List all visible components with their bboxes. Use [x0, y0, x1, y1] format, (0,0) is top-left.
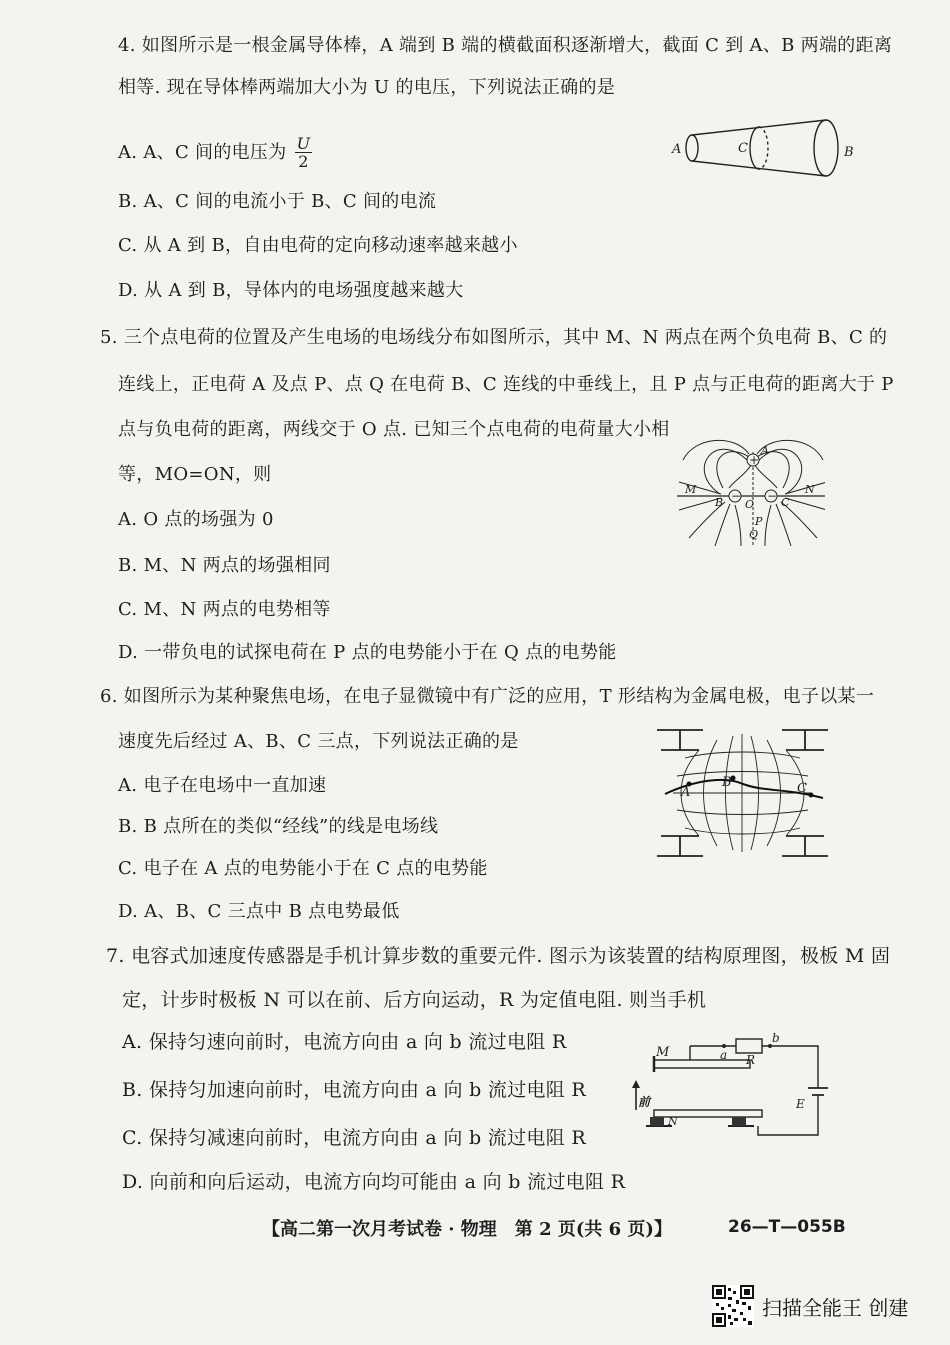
q6-option-b: B. B 点所在的类似“经线”的线是电场线 — [118, 816, 439, 837]
field-line — [785, 498, 825, 510]
electrode-bottom-left — [657, 836, 703, 856]
label-m: M — [685, 483, 697, 496]
footer-title: 【高二第一次月考试卷 · 物理 第 2 页(共 6 页)】 — [262, 1219, 672, 1240]
field-line — [755, 465, 777, 488]
q6-option-a: A. 电子在电场中一直加速 — [118, 775, 327, 796]
fraction-u-over-2 — [295, 136, 313, 170]
q4-conductor-figure — [660, 110, 860, 190]
field-line — [765, 505, 771, 546]
label-c: C — [797, 781, 807, 796]
q7-option-d: D. 向前和向后运动，电流方向均可能由 a 向 b 流过电阻 R — [122, 1171, 626, 1193]
electrode-bottom-right — [782, 836, 828, 856]
q5-stem-line2: 连线上，正电荷 A 及点 P、点 Q 在电荷 B、C 连线的中垂线上，且 P 点与正电荷的距离大于 P — [118, 374, 894, 395]
scanner-watermark — [712, 1285, 908, 1327]
minus-sign-b: − — [731, 489, 742, 503]
plus-sign: + — [749, 453, 760, 467]
label-e: E — [796, 1097, 805, 1111]
latitude-line — [685, 828, 800, 834]
resistor-r — [736, 1039, 762, 1053]
q6-stem-line1: 6. 如图所示为某种聚焦电场，在电子显微镜中有广泛的应用，T 形结构为金属电极，电子以某一 — [100, 686, 875, 707]
minus-sign-c: − — [767, 489, 778, 503]
q7-sensor-circuit-figure — [628, 1030, 838, 1140]
spring-right — [732, 1117, 746, 1126]
section-c-back — [759, 127, 768, 169]
q6-stem-line2: 速度先后经过 A、B、C 三点，下列说法正确的是 — [118, 731, 519, 752]
q6-focusing-field-figure — [655, 728, 830, 860]
wire — [758, 1095, 818, 1135]
fraction-numerator: U — [296, 134, 311, 153]
q7-option-c: C. 保持匀减速向前时，电流方向由 a 向 b 流过电阻 R — [122, 1127, 586, 1149]
latitude-line — [677, 772, 808, 777]
qr-code-icon — [712, 1285, 754, 1327]
label-n: N — [805, 483, 815, 496]
label-b: b — [772, 1031, 780, 1045]
q4-option-d: D. 从 A 到 B，导体内的电场强度越来越大 — [118, 280, 464, 301]
label-n: N — [668, 1115, 678, 1128]
q7-option-b: B. 保持匀加速向前时，电流方向由 a 向 b 流过电阻 R — [122, 1079, 587, 1101]
field-line — [735, 505, 741, 546]
label-forward: 前 — [638, 1095, 651, 1109]
end-a-ellipse — [686, 135, 698, 161]
scanner-text: 扫描全能王 创建 — [762, 1295, 909, 1320]
q6-option-c: C. 电子在 A 点的电势能小于在 C 点的电势能 — [118, 858, 488, 879]
q4-option-b: B. A、C 间的电流小于 B、C 间的电流 — [118, 191, 437, 212]
q7-option-a: A. 保持匀速向前时，电流方向由 a 向 b 流过电阻 R — [122, 1031, 567, 1053]
label-a: a — [720, 1048, 728, 1062]
paper-code: 26—T—055B — [728, 1217, 846, 1237]
q4-option-a — [118, 136, 312, 170]
label-a: A — [681, 785, 691, 800]
field-line — [776, 504, 791, 546]
label-q: Q — [749, 528, 759, 541]
spring-left — [650, 1117, 664, 1126]
q4-option-c: C. 从 A 到 B，自由电荷的定向移动速率越来越小 — [118, 235, 518, 256]
q5-stem-line1: 5. 三个点电荷的位置及产生电场的电场线分布如图所示，其中 M、N 两点在两个负电荷 B、C 的 — [100, 327, 888, 348]
q4-stem-line2: 相等. 现在导体棒两端加大小为 U 的电压，下列说法正确的是 — [118, 77, 616, 98]
battery-e — [808, 1088, 828, 1095]
label-c: C — [738, 141, 748, 156]
field-line — [704, 449, 747, 494]
q5-stem-line3: 点与负电荷的距离，两线交于 O 点. 已知三个点电荷的电荷量大小相 — [118, 419, 670, 440]
forward-arrow-head — [632, 1080, 640, 1088]
point-c — [809, 793, 814, 798]
field-line — [683, 440, 749, 460]
field-line — [729, 465, 751, 488]
label-a: A — [761, 444, 769, 457]
label-b: B — [715, 496, 724, 509]
plate-m — [654, 1060, 750, 1068]
label-c: C — [781, 496, 790, 509]
label-o: O — [745, 498, 755, 511]
electrode-top-left — [657, 730, 703, 750]
q5-option-a: A. O 点的场强为 0 — [118, 509, 274, 530]
label-r: R — [746, 1053, 756, 1067]
q5-option-d: D. 一带负电的试探电荷在 P 点的电势能小于在 Q 点的电势能 — [118, 642, 617, 663]
field-line — [715, 504, 730, 546]
electrode-top-right — [782, 730, 828, 750]
end-b-ellipse — [814, 120, 838, 176]
q5-field-lines-figure — [675, 430, 825, 548]
section-c-front — [750, 127, 759, 169]
q4-stem-line1: 4. 如图所示是一根金属导体棒，A 端到 B 端的横截面积逐渐增大，截面 C 到 A、B 两端的距离 — [118, 35, 893, 56]
latitude-line — [677, 810, 808, 815]
q7-stem-line1: 7. 电容式加速度传感器是手机计算步数的重要元件. 图示为该装置的结构原理图，极板 M 固 — [106, 945, 891, 967]
latitude-line — [685, 752, 800, 758]
label-a: A — [672, 142, 682, 157]
label-b: B — [844, 145, 854, 160]
fraction-denominator: 2 — [298, 152, 309, 171]
q4-option-a-text: A. A、C 间的电压为 — [118, 142, 287, 163]
q5-option-b: B. M、N 两点的场强相同 — [118, 555, 331, 576]
label-p: P — [755, 515, 763, 528]
wire — [762, 1046, 818, 1088]
q6-option-d: D. A、B、C 三点中 B 点电势最低 — [118, 901, 400, 922]
label-b: B — [722, 775, 732, 790]
q7-stem-line2: 定，计步时极板 N 可以在前、后方向运动，R 为定值电阻. 则当手机 — [122, 989, 707, 1011]
q5-stem-line4: 等，MO=ON，则 — [118, 464, 272, 485]
q5-option-c: C. M、N 两点的电势相等 — [118, 599, 331, 620]
label-m: M — [656, 1045, 670, 1060]
